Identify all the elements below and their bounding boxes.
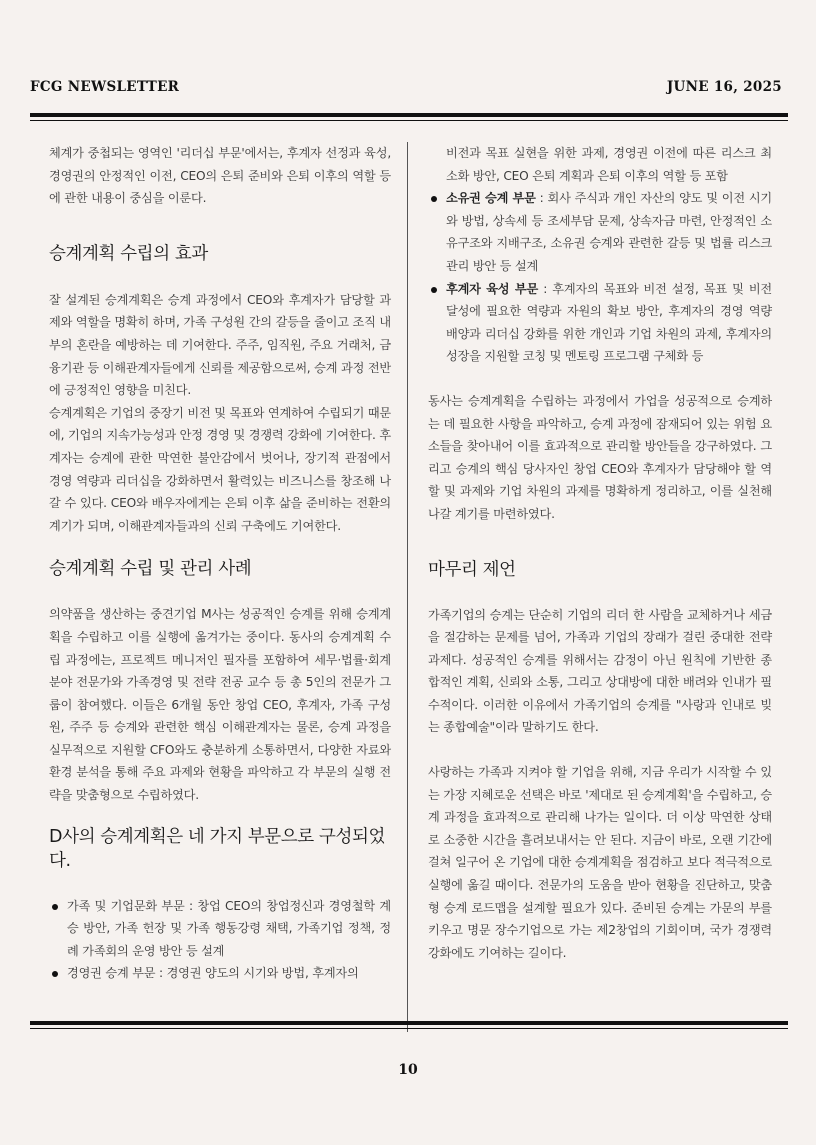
components-list-continued (428, 187, 772, 368)
list-item (49, 895, 391, 963)
header-rule-thick (30, 113, 788, 117)
list-item-title: 후계자 육성 부문 (446, 281, 539, 296)
components-list (49, 895, 391, 985)
list-item (428, 187, 772, 277)
section-heading-effects: 승계계획 수립의 효과 (49, 243, 208, 264)
section-heading-closing: 마무리 제언 (428, 559, 516, 580)
section-heading-components: D사의 승계계획은 네 가지 부문으로 구성되었다. (49, 826, 385, 871)
footer-rule-thin (30, 1028, 788, 1029)
effects-paragraph-1: 잘 설계된 승계계획은 승계 과정에서 CEO와 후계자가 담당할 과제와 역할을 명확히 하며, 가족 구성원 간의 갈등을 줄이고 조직 내부의 혼란을 예방하는 데 기여한다. 주주, 임직원, 주요 거래처, 금융기관 등 이해관계자들에게 신뢰를 제공함으로써, 승계 과정 전반에 긍정적인 영향을 미친다. (49, 292, 391, 398)
bullet-icon (52, 971, 58, 977)
list-item-text: 가족 및 기업문화 부문 : 창업 CEO의 창업정신과 경영철학 계승 방안, 가족 헌장 및 가족 행동강령 채택, 가족기업 정책, 정례 가족회의 운영 방안 등 설계 (67, 898, 391, 958)
effects-paragraph-2: 승계계획은 기업의 중장기 비전 및 목표와 연계하여 수립되기 때문에, 기업의 지속가능성과 안정 경영 및 경쟁력 강화에 기여한다. 후계자는 승계에 관한 막연한 불안감에서 벗어나, 장기적 관점에서 경영 역량과 리더십을 강화하면서 활력있는 비즈니스를 창조해 나갈 수 있다. CEO와 배우자에게는 은퇴 이후 삶을 준비하는 전환의 계기가 되며, 이해관계자들과의 신뢰 구축에도 기여한다. (49, 405, 391, 533)
issue-date: JUNE 16, 2025 (666, 79, 782, 95)
list-item-title: 소유권 승계 부문 (446, 191, 536, 206)
header-rule-thin (30, 120, 788, 121)
list-item (49, 962, 391, 985)
bullet-icon (431, 287, 437, 293)
list-item (428, 278, 772, 368)
closing-paragraph-2: 사랑하는 가족과 지켜야 할 기업을 위해, 지금 우리가 시작할 수 있는 가장 지혜로운 선택은 바로 '제대로 된 승계계획'을 수립하고, 승계 과정을 효과적으로 관리해 나가는 일이다. 더 이상 막연한 상태로 소중한 시간을 흘려보내서는 안 된다. 지금이 바로, 오랜 기간에 걸쳐 일구어 온 기업에 대한 승계계획을 점검하고 보다 적극적으로 실행에 옮길 때이다. 전문가의 도움을 받아 현황을 진단하고, 맞춤형 승계 로드맵을 설계할 필요가 있다. 준비된 승계는 가문의 부를 키우고 명문 장수기업으로 가는 제2창업의 기회이며, 국가 경쟁력 강화에도 기여하는 길이다. (428, 765, 772, 960)
masthead (30, 79, 782, 95)
list-item-text: : 회사 주식과 개인 자산의 양도 및 이전 시기와 방법, 상속세 등 조세부담 문제, 상속자금 마련, 안정적인 소유구조와 지배구조, 소유권 승계와 관련한 갈등 및 법률 리스크 관리 방안 등 설계 (446, 191, 772, 273)
list-item-text: : 후계자의 목표와 비전 설정, 목표 및 비전 달성에 필요한 역량과 자원의 확보 방안, 후계자의 경영 역량 배양과 리더십 강화를 위한 개인과 기업 차원의 과제, 후계자의 성장을 지원할 코칭 및 멘토링 프로그램 구체화 등 (446, 281, 772, 364)
intro-paragraph: 체계가 중첩되는 영역인 '리더십 부문'에서는, 후계자 선정과 육성, 경영권의 안정적인 이전, CEO의 은퇴 준비와 은퇴 이후의 역할 등에 관한 내용이 중심을 이룬다. (49, 146, 391, 206)
list-item-text: 경영권 승계 부문 : 경영권 양도의 시기와 방법, 후계자의 (67, 966, 359, 981)
section-heading-case: 승계계획 수립 및 관리 사례 (49, 559, 252, 580)
column-divider (407, 142, 408, 1032)
publication-name: FCG NEWSLETTER (30, 79, 180, 95)
bullet-icon (431, 196, 437, 202)
bullet-icon (52, 904, 58, 910)
footer-rule-thick (30, 1021, 788, 1025)
list-continuation: 비전과 목표 실현을 위한 과제, 경영권 이전에 따른 리스크 최소화 방안, CEO 은퇴 계획과 은퇴 이후의 역할 등 포함 (446, 146, 772, 183)
result-paragraph: 동사는 승계계획을 수립하는 과정에서 가업을 성공적으로 승계하는 데 필요한 사항을 파악하고, 승계 과정에 잠재되어 있는 위험 요소들을 찾아내어 이를 효과적으로 관리할 방안들을 강구하였다. 그리고 승계의 핵심 당사자인 창업 CEO와 후계자가 담당해야 할 역할 및 과제와 기업 차원의 과제를 명확하게 정리하고, 이를 실천해 나갈 계기를 마련하였다. (428, 393, 772, 521)
left-column (49, 142, 391, 985)
closing-paragraph-1: 가족기업의 승계는 단순히 기업의 리더 한 사람을 교체하거나 세금을 절감하는 문제를 넘어, 가족과 기업의 장래가 걸린 중대한 전략과제다. 성공적인 승계를 위해서는 감정이 아닌 원칙에 기반한 종합적인 계획, 신뢰와 소통, 그리고 상대방에 대한 배려와 인내가 필수적이다. 이러한 이유에서 가족기업의 승계를 "사랑과 인내로 빚는 종합예술"이라 말하기도 한다. (428, 607, 772, 735)
right-column (428, 142, 772, 964)
page-number: 10 (398, 1062, 418, 1078)
case-paragraph: 의약품을 생산하는 중견기업 M사는 성공적인 승계를 위해 승계계획을 수립하고 이를 실행에 옮겨가는 중이다. 동사의 승계계획 수립 과정에는, 프로젝트 메니저인 필자를 포함하여 세무·법률·회계 분야 전문가와 가족경영 및 전략 전공 교수 등 총 5인의 전문가 그룹이 참여했다. 이들은 6개월 동안 창업 CEO, 후계자, 가족 구성원, 주주 등 승계와 관련한 핵심 이해관계자는 물론, 승계 과정을 실무적으로 지원할 CFO와도 충분하게 소통하면서, 다양한 자료와 환경 분석을 통해 주요 과제와 현황을 파악하고 각 부문의 실행 전략을 맞춤형으로 수립하였다. (49, 607, 391, 803)
